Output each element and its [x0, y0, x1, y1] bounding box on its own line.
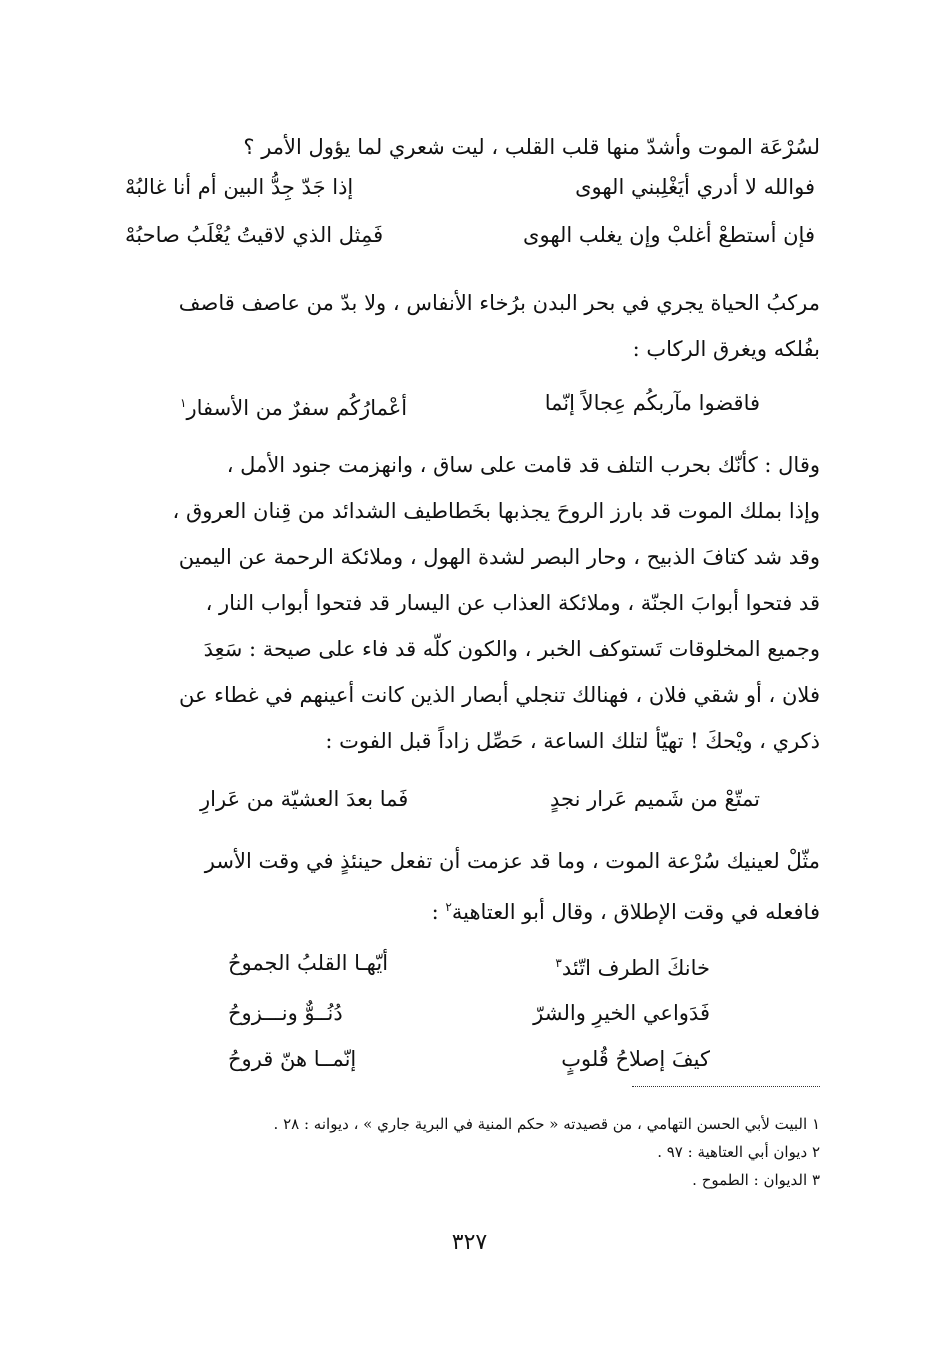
verse-4-2-left: دُنُــوٌّ ونـــزوحُ — [228, 1001, 343, 1025]
paragraph-4-line-2-text: فافعله في وقت الإطلاق ، وقال أبو العتاهية — [451, 900, 820, 924]
paragraph-3-line: وقد شد كتافَ الذبيح ، وحار البصر لشدة الهول ، وملائكة الرحمة عن اليمين — [178, 545, 820, 569]
verse-4-2-right: فَدَواعي الخيرِ والشرّ — [533, 1001, 710, 1025]
paragraph-2-line-1: مركبُ الحياة يجري في بحر البدن برُخاء الأنفاس ، ولا بدّ من عاصف قاصف — [178, 291, 820, 315]
footnote-1: ١ البيت لأبي الحسن التهامي ، من قصيدته « حكم المنية في البرية جاري » ، ديوانه : ٢٨ . — [273, 1115, 820, 1133]
footnote-ref-1: ١ — [180, 396, 187, 410]
verse-4-1-right: خانكَ الطرف اتّئد — [561, 956, 710, 980]
verse-3 — [200, 776, 760, 822]
paragraph-3-line: ذكري ، ويْحكَ ! تهيّأ لتلك الساعة ، حَصِّل زاداً قبل الفوت : — [325, 729, 820, 753]
verse-4-2 — [228, 990, 710, 1036]
paragraph-2 — [120, 280, 820, 372]
verse-4-3 — [228, 1036, 710, 1082]
footnote-ref-2: ٢ — [445, 900, 452, 914]
paragraph-3 — [120, 442, 820, 764]
verse-1-2 — [125, 212, 815, 258]
paragraph-4-line-1: مثّلْ لعينيك سُرْعة الموت ، وما قد عزمت أن تفعل حينئذٍ في وقت الأسر — [204, 849, 820, 873]
verse-1-1-left: إذا جَدّ جِدُّ البين أم أنا غالبُهْ — [125, 175, 354, 199]
verse-4-1-left: أيّهـا القلبُ الجموحُ — [228, 951, 389, 975]
verse-2-left-wrap — [180, 380, 407, 431]
paragraph-4-line-2-end: : — [431, 900, 446, 924]
footnote-ref-3: ٣ — [555, 956, 562, 970]
paragraph-3-line: وإذا بملك الموت قد بارز الروحَ يجذبها بخَطاطيف الشدائد من قِنان العروق ، — [172, 499, 820, 523]
verse-3-right: تمتّعْ من شَميم عَرار نجدٍ — [550, 787, 760, 811]
paragraph-3-line: وقال : كأنّك بحرب التلف قد قامت على ساق ، وانهزمت جنود الأمل ، — [226, 453, 820, 477]
footnote-3: ٣ الديوان : الطموح . — [692, 1171, 820, 1189]
paragraph-2-line-2: بفُلكه ويغرق الركاب : — [632, 337, 820, 361]
paragraph-4-line-2 — [120, 884, 820, 930]
verse-2 — [180, 380, 760, 426]
paragraph-4 — [120, 838, 820, 930]
verse-1-2-right: فإن أستطعْ أغلبْ وإن يغلب الهوى — [523, 223, 815, 247]
paragraph-3-line: قد فتحوا أبوابَ الجنّة ، وملائكة العذاب عن اليسار قد فتحوا أبواب النار ، — [205, 591, 820, 615]
paragraph-1-line: لسُرْعَة الموت وأشدّ منها قلب القلب ، ليت شعري لما يؤول الأمر ؟ — [243, 135, 820, 159]
verse-4-3-right: كيفَ إصلاحُ قُلوبٍ — [561, 1047, 710, 1071]
verse-1-2-left: فَمِثل الذي لاقيتُ يُغْلَبُ صاحبُهْ — [125, 223, 384, 247]
verse-1-1 — [125, 164, 815, 210]
verse-2-left: أعْمارُكُم سفرٌ من الأسفار — [186, 396, 408, 420]
page-number: ٣٢٧ — [451, 1230, 488, 1255]
paragraph-3-line: وجميع المخلوقات تَستوكف الخبر ، والكون كلّه قد فاء على صيحة : سَعِدَ — [203, 637, 820, 661]
verse-1-1-right: فوالله لا أدري أيَغْلِبني الهوى — [575, 175, 815, 199]
verse-3-left: فَما بعدَ العشيّة من عَرارِ — [200, 787, 409, 811]
verse-2-right: فاقضوا مآربكُم عِجالاً إنّما — [544, 391, 760, 415]
paragraph-3-line: فلان ، أو شقي فلان ، فهنالك تنجلي أبصار الذين كانت أعينهم في غطاء عن — [178, 683, 820, 707]
verse-4-1-right-wrap — [555, 940, 710, 991]
verse-4-1 — [228, 940, 710, 986]
verse-4-3-left: إنّمــا هنّ قروحُ — [228, 1047, 357, 1071]
footnote-2: ٢ ديوان أبي العتاهية : ٩٧ . — [657, 1143, 820, 1161]
footnote-divider — [632, 1086, 820, 1087]
